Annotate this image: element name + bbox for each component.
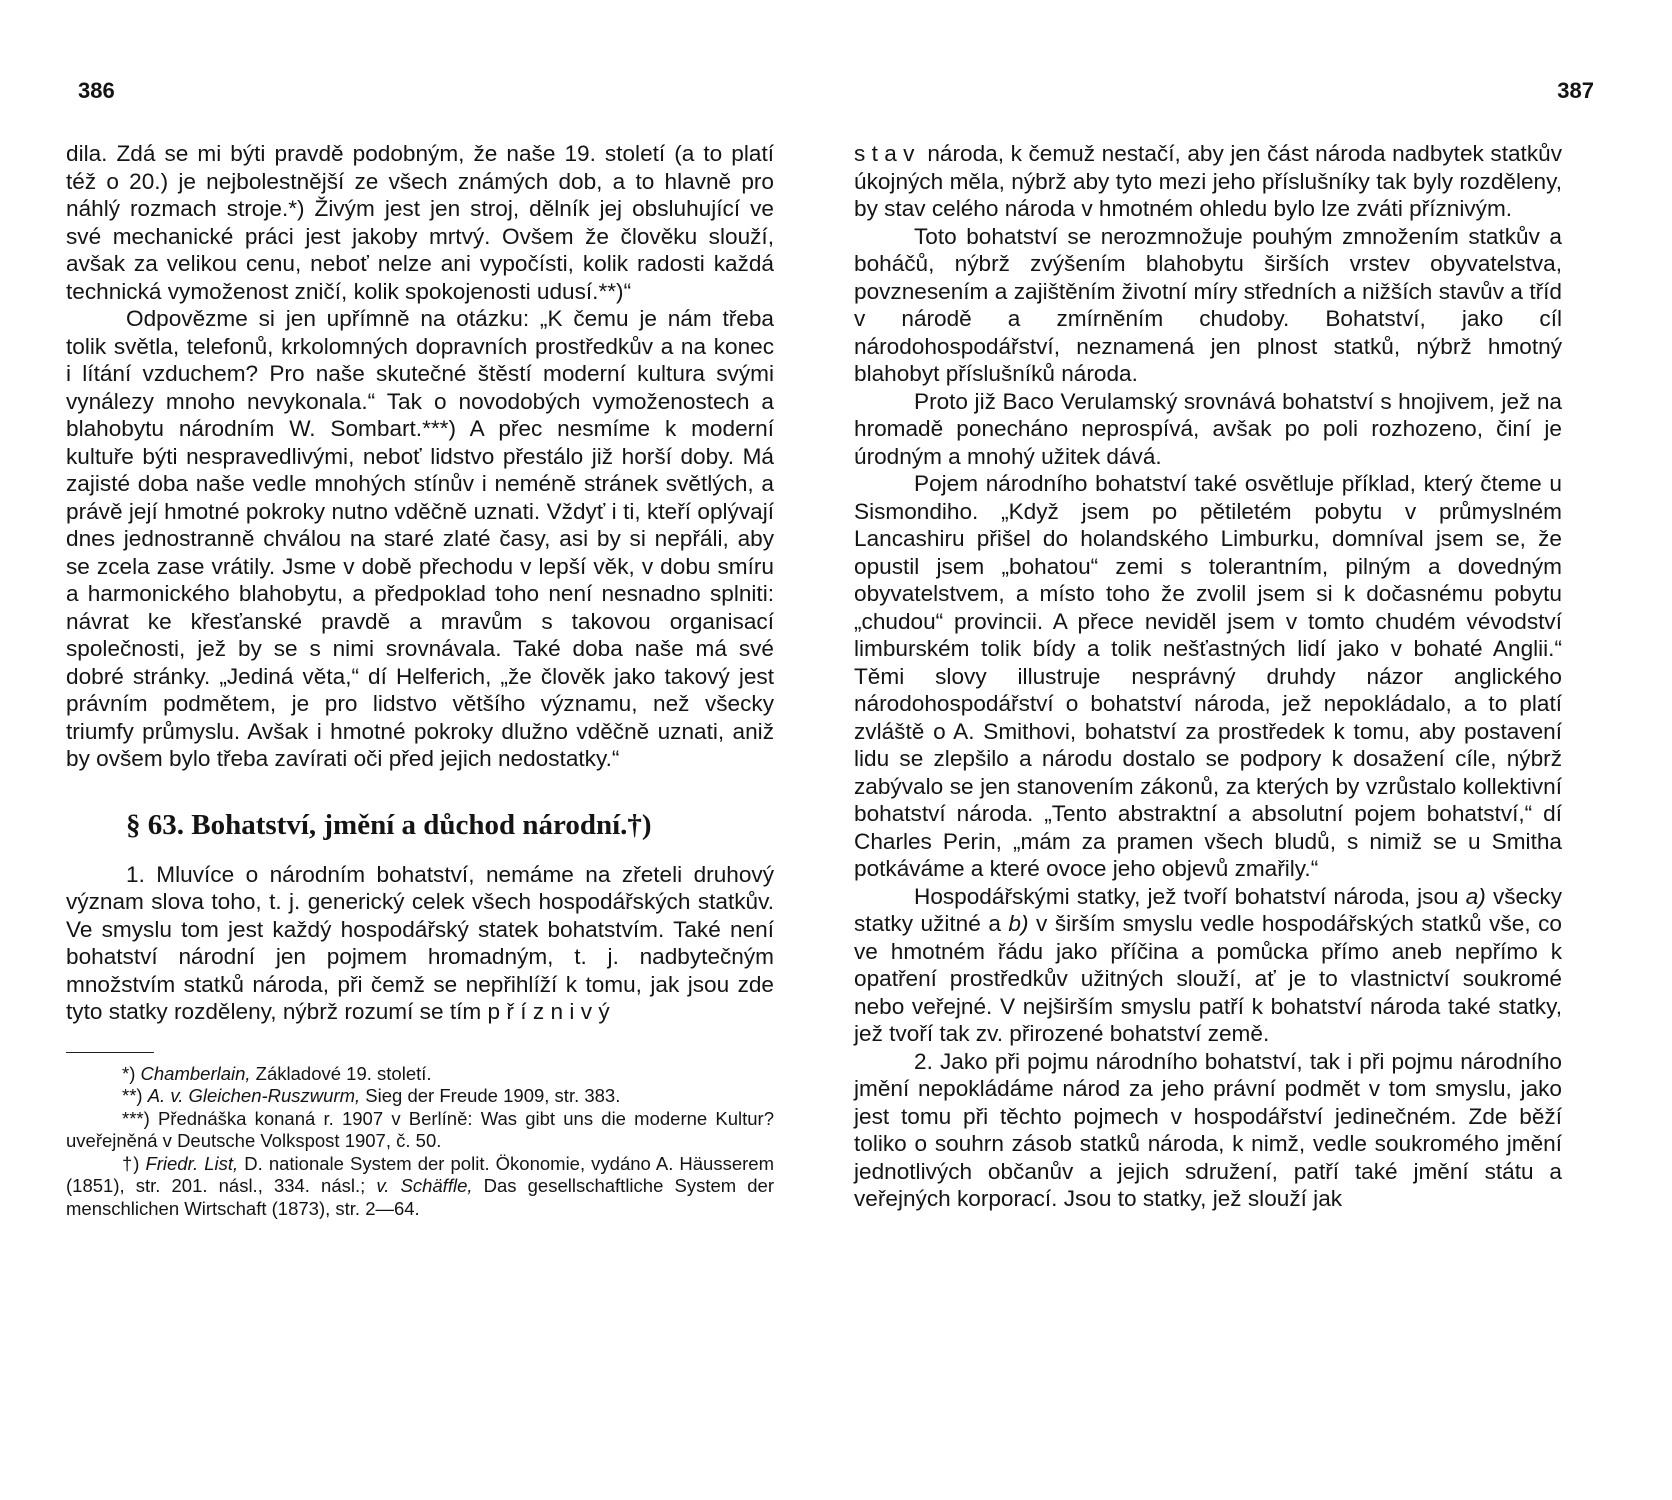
footnote-author: v. Schäffle, — [376, 1175, 473, 1196]
paragraph-text: 1. Mluvíce o národním bohatství, nemáme na zřeteli druhový význam slova toho, t. j. generický celek všech hospodářských statkův. Ve smyslu tom jest každý hospodářský statek bohatstvím. Také není bohatství národní jen pojmem hromadným, t. j. nadbytečným množstvím statků národa, při čemž se nepřihlíží k tomu, jak jsou zde tyto statky rozděleny, nýbrž rozumí se tím — [66, 861, 774, 1024]
footnote: **) A. v. Gleichen-Ruszwurm, Sieg der Freude 1909, str. 383. — [122, 1085, 621, 1106]
section-paragraph — [66, 861, 774, 1026]
footnote-author: Friedr. List, — [145, 1152, 239, 1174]
spaced-word: stav — [854, 141, 921, 166]
paragraph: Odpovězme si jen upřímně na otázku: „K čemu je nám třeba tolik světla, telefonů, krkolomných dopravních prostředkův a na konec i lítání vzduchem? Pro naše skutečné štěstí moderní kultura svými vynálezy mnoho nevykonala.“ Tak o novodobých vymoženostech a blahobytu národním W. Sombart.***) A přec nesmíme k moderní kultuře býti nespravedlivými, neboť lidstvo přestálo již horší doby. Má zajisté doba naše vedle mnohých stínův i neméně stránek světlých, a právě její hmotné pokroky nutno vděčně uznati. Vždyť i ti, kteří oplývají dnes jednostranně chválou na staré zlaté časy, asi by si nepřáli, aby se zcela zase vrátily. Jsme v době přechodu v lepší věk, v dobu smíru a harmonického blahobytu, a předpoklad toho není nesnadno splniti: návrat ke křesťanské pravdě a mravům s takovou organisací společnosti, jež by se s nimi srovnávala. Také doba naše má své dobré stránky. „Jediná věta,“ dí Helferich, „že člověk jako takový jest právním podmětem, je pro lidstvo většího významu, než všecky triumfy průmyslu. Avšak i hmotné pokroky dlužno vděčně uznati, aniž by ovšem bylo třeba zavírati oči před jejich nedostatky.“ — [66, 306, 774, 771]
paragraph: Pojem národního bohatství také osvětluje příklad, který čteme u Sismondiho. „Když jsem po pětiletém pobytu v průmyslném Lancashiru přišel do holandského Limburku, domníval jsem se, že opustil jsem „bohatou“ zemi s tolerantním, pilným a dovedným obyvatelstvem, a místo toho že zvolil jsem si k dočasnému pobytu „chudou“ provincii. A přece neviděl jsem v tomto chudém vévodství limburském tolik bídy a tolik nešťastných lidí jako v bohaté Anglii.“ Těmi slovy illustruje nesprávný druhdy názor anglického národohospodářství o bohatství národa, jež nepokládalo, a to platí zvláště o A. Smithovi, bohatství za prostředek k tomu, aby postavení lidu se zlepšilo a národu dostalo se podpory k dosažení cíle, nýbrž zabývalo se jen stanovením zákonů, za kterých by vzrůstalo kollektivní bohatství národa. „Tento abstraktní a absolutní pojem bohatství,“ dí Charles Perin, „mám za pramen všech bludů, s nimiž se u Smitha potkáváme a které ovoce jeho objevů zmařily.“ — [854, 471, 1562, 881]
footnote-divider — [66, 1052, 154, 1053]
page-number-left: 386 — [78, 78, 115, 103]
left-text-column — [66, 140, 774, 1220]
paragraph: stav národa, k čemuž nestačí, aby jen část národa nadbytek statkův úkojných měla, nýbrž aby tyto mezi jeho příslušníky tak byly rozděleny, by stav celého národa v hmotném ohledu bylo lze zváti příznivým. — [854, 141, 1562, 221]
spaced-word: příznivý — [487, 999, 616, 1024]
section-heading: § 63. Bohatství, jmění a důchod národní.†) — [126, 808, 652, 841]
page-number-right: 387 — [1557, 78, 1594, 103]
footnote: †) Friedr. List, D. nationale System der polit. Ökonomie, vydáno A. Häusserem (1851), str. 201. násl., 334. násl.; v. Schäffle, Das gesellschaftliche System der menschlichen Wirtschaft (1873), str. 2—64. — [66, 1152, 775, 1219]
paragraph: Proto již Baco Verulamský srovnává bohatství s hnojivem, jež na hromadě ponecháno neprospívá, avšak po poli rozhozeno, činí je úrodným a mnohý užitek dává. — [854, 388, 1562, 469]
footnote-author: A. v. Gleichen-Ruszwurm, — [147, 1085, 361, 1106]
paragraph: dila. Zdá se mi býti pravdě podobným, že naše 19. století (a to platí též o 20.) je nejbolestnější ze všech známých dob, a to hlavně pro náhlý rozmach stroje.*) Živým jest jen stroj, dělník jej obsluhující ve své mechanické práci jest jakoby mrtvý. Ovšem že člověku slouží, avšak za velikou cenu, neboť nelze ani vypočísti, kolik radosti každá technická vymoženost zničí, kolik spokojenosti udusí.**)“ — [66, 141, 774, 304]
footnote-author: Chamberlain, — [140, 1062, 251, 1084]
right-text-column — [854, 140, 1562, 1213]
footnote: *) Chamberlain, Základové 19. století. — [122, 1062, 432, 1084]
paragraph: Hospodářskými statky, jež tvoří bohatství národa, jsou a) všecky statky užitné a b) v širším smyslu vedle hospodářských statků vše, co ve hmotném řádu jako příčina a pomůcka přímo aneb nepřímo k opatření prostředkův užitných slouží, ať je to vlastnictví soukromé nebo veřejné. V nejširším smyslu patří k bohatství národa také statky, jež tvoří tak zv. přirozené bohatství země. — [854, 883, 1562, 1046]
paragraph: 2. Jako při pojmu národního bohatství, tak i při pojmu národního jmění nepokládáme národ za jeho právní podmět v tom smyslu, jako jest tomu při těchto pojmech v hospodářství jedinečném. Zde běží toliko o souhrn zásob statků národa, k nimž, vedle soukromého jmění jednotlivých občanův a jejich sdružení, patří také jmění státu a veřejných korporací. Jsou to statky, jež slouží jak — [854, 1048, 1562, 1211]
footnote: ***) Přednáška konaná r. 1907 v Berlíně: Was gibt uns die moderne Kultur? uveřejněná v Deutsche Volkspost 1907, č. 50. — [66, 1107, 774, 1151]
right-page — [836, 0, 1672, 1500]
paragraph: Toto bohatství se nerozmnožuje pouhým zmnožením statkův a boháčů, nýbrž zvýšením blahobytu širších vrstev obyvatelstva, povznesením a zajištěním životní míry středních a nižších stavův a tříd v národě a zmírněním chudoby. Bohatství, jako cíl národohospodářství, neznamená jen plnost statků, nýbrž hmotný blahobyt příslušníků národa. — [854, 223, 1562, 386]
